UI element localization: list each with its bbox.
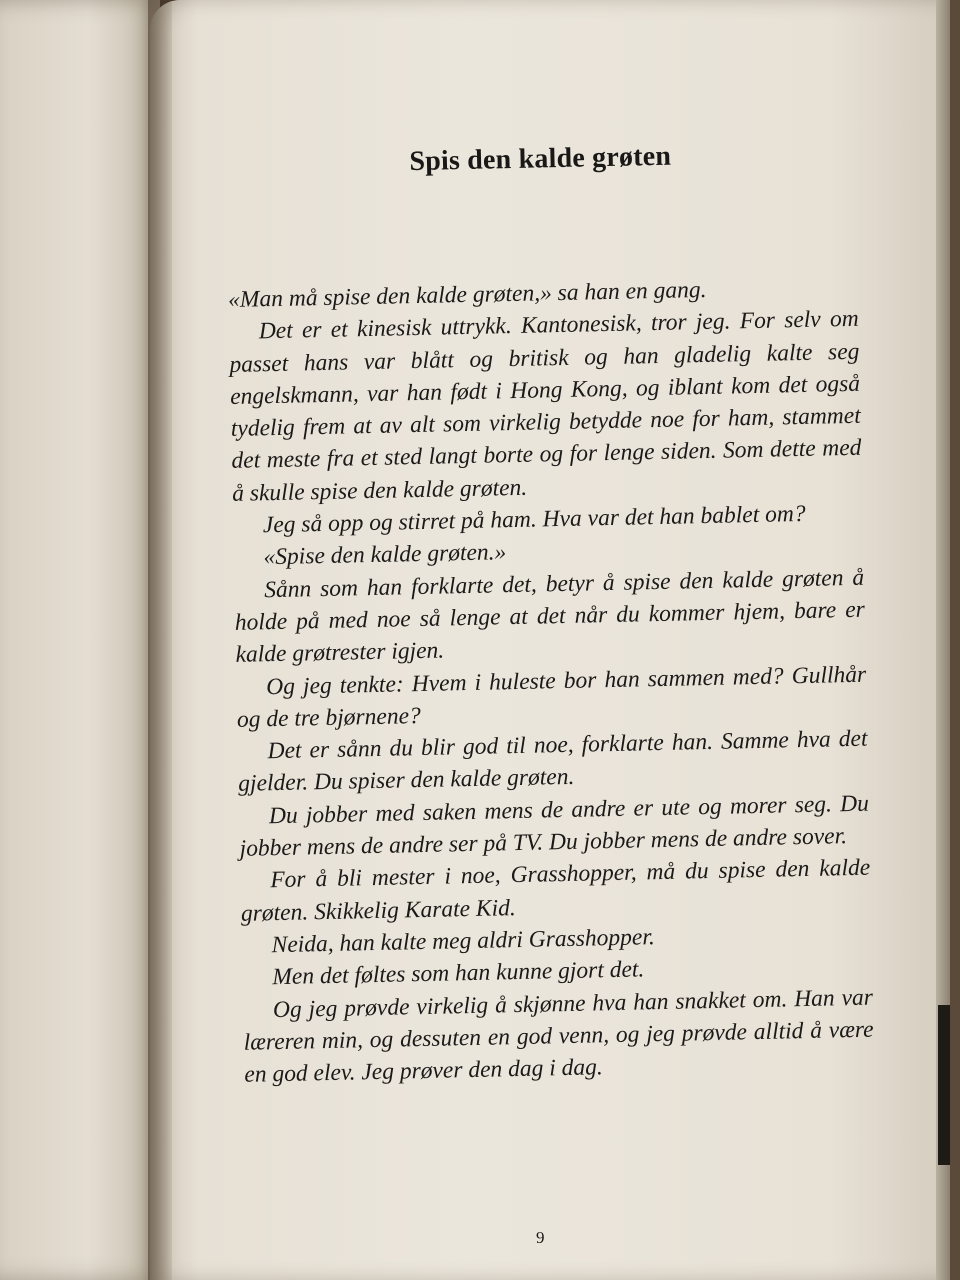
page-number: 9 (536, 1228, 545, 1247)
paragraph: For å bli mester i noe, Grasshopper, må du spise den kalde grøten. Skikkelig Karate Kid. (240, 854, 871, 927)
paragraph: Og jeg prøvde virkelig å skjønne hva han snakket om. Han var læreren min, og dessuten en god venn, og jeg prøvde alltid å være en god elev. Jeg prøver den dag i dag. (243, 984, 874, 1088)
paragraph: Sånn som han forklarte det, betyr å spise den kalde grøten å holde på med noe så lenge at det når du kommer hjem, bare er kalde grøtrester igjen. (234, 564, 866, 669)
paragraph: Det er et kinesisk uttrykk. Kantonesisk, tror jeg. For selv om passet hans var blått og britisk og han gladelig kalte seg engelskmann, var han født i Hong Kong, og iblant kom det også tydelig frem at av alt som virkelig betydde noe for ham, stammet det meste fra et sted langt borte og for lenge siden. Som dette med å skulle spise den kalde grøten. (229, 306, 862, 507)
paragraph: Det er sånn du blir god til noe, forklarte han. Samme hva det gjelder. Du spiser den kalde grøten. (238, 725, 868, 798)
page-edge (936, 0, 950, 1280)
chapter-title: Spis den kalde grøten (409, 140, 672, 178)
page-text (225, 137, 875, 1091)
paragraph: Og jeg tenkte: Hvem i huleste bor han sammen med? Gullhår og de tre bjørnene? (236, 661, 867, 733)
paragraph: «Man må spise den kalde grøten,» sa han en gang. (227, 276, 707, 313)
book-gutter (148, 0, 172, 1280)
paragraph: «Spise den kalde grøten.» (263, 539, 507, 571)
paragraph: Du jobber med saken mens de andre er ute og morer seg. Du jobber mens de andre ser på TV. Du jobber mens de andre sover. (239, 790, 870, 862)
paragraph: Neida, han kalte meg aldri Grasshopper. (271, 924, 656, 959)
paragraph: Men det føltes som han kunne gjort det. (272, 956, 645, 991)
paragraph: Jeg så opp og stirret på ham. Hva var det han bablet om? (262, 501, 806, 539)
dark-book-edge (938, 1005, 950, 1165)
left-page (0, 0, 160, 1280)
